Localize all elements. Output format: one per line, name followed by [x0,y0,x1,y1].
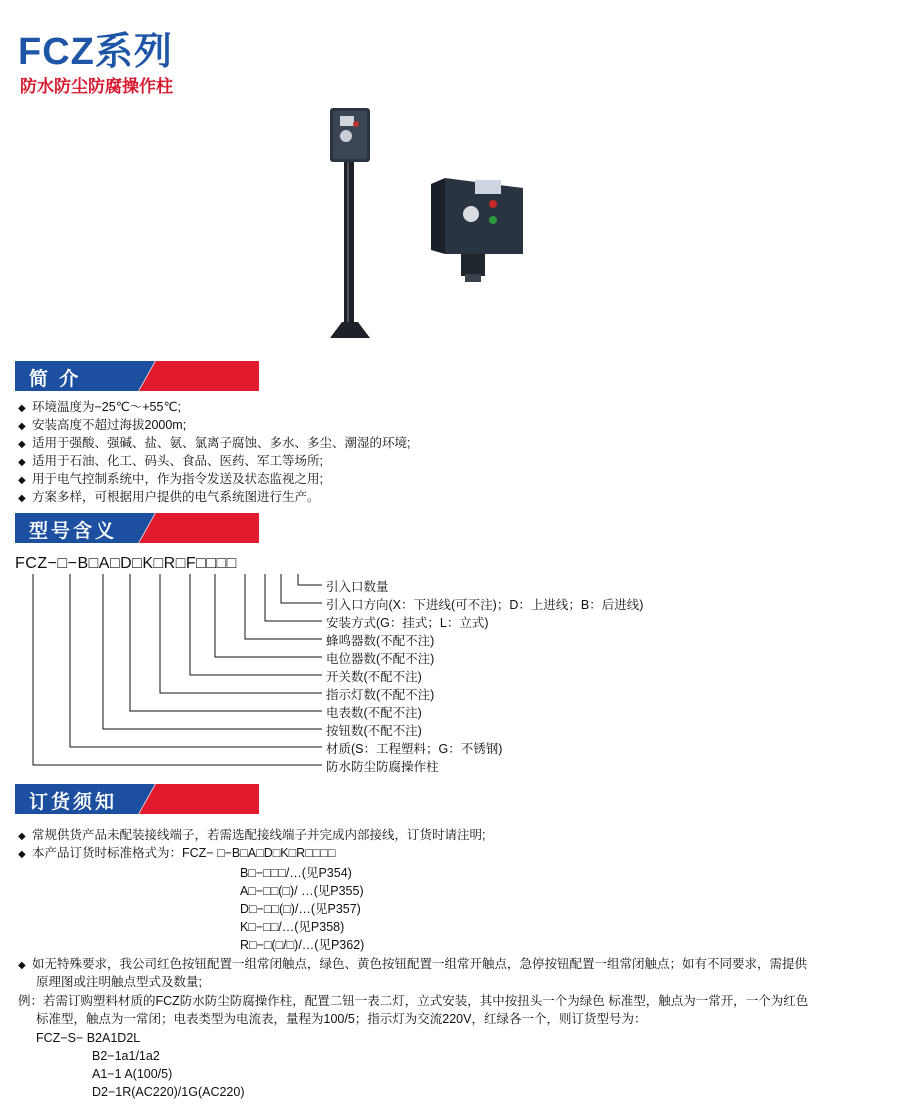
list-item-continuation: 原理图或注明触点型式及数量; [36,975,202,989]
example-text: 标准型，触点为一常闭；电表类型为电流表，量程为100/5；指示灯为交流220V，红绿各一个，则订货型号为： [36,1012,647,1026]
list-item: ◆ 如无特殊要求，我公司红色按钮配置一组常闭触点，绿色、黄色按钮配置一组常开触点，急停按钮配置一组常闭触点；如有不同要求，需提供 [18,955,807,975]
model-label: 引入口方向(X：下进线(可不注)；D：上进线；B：后进线) [326,598,644,612]
model-label: 材质(S：工程塑料；G：不锈钢) [326,742,503,756]
list-item: ◆ 适用于强酸、强碱、盐、氨、氯离子腐蚀、多水、多尘、潮湿的环境; [18,434,410,454]
page-title: FCZ系列 [18,31,173,73]
section-bar-order [15,784,259,814]
order-ref: K□−□□/…(见P358) [240,920,345,934]
diamond-bullet-icon: ◆ [18,960,26,971]
example-code: B2−1a1/1a2 [92,1049,160,1063]
model-label: 蜂鸣器数(不配不注) [326,634,435,648]
model-label: 开关数(不配不注) [326,670,422,684]
list-item: ◆ 安装高度不超过海拔2000m; [18,416,186,436]
model-code: FCZ−□−B□A□D□K□R□F□□□□ [15,555,237,572]
diamond-bullet-icon: ◆ [18,831,26,842]
example-code: FCZ−S− B2A1D2L [36,1031,141,1045]
list-item: ◆ 适用于石油、化工、码头、食品、医药、军工等场所; [18,452,323,472]
model-label: 电表数(不配不注) [326,706,422,720]
diamond-bullet-icon: ◆ [18,421,26,432]
order-ref: D□−□□(□)/…(见P357) [240,902,361,916]
order-ref: R□−□(□/□)/…(见P362) [240,938,365,952]
diamond-bullet-icon: ◆ [18,849,26,860]
example-text: 例：若需订购塑料材质的FCZ防水防尘防腐操作柱，配置二钮一表二灯，立式安装，其中按扭头一个为绿色 标准型，触点为一常开，一个为红色 [18,994,809,1008]
model-label: 指示灯数(不配不注) [326,688,435,702]
list-item: ◆ 本产品订货时标准格式为：FCZ− □−B□A□D□K□R□□□□ [18,844,335,864]
diamond-bullet-icon: ◆ [18,493,26,504]
section-title-intro: 简 介 [29,369,82,390]
model-label: 引入口数量 [326,580,389,594]
section-title-model: 型号含义 [29,521,118,542]
model-label: 电位器数(不配不注) [326,652,435,666]
diamond-bullet-icon: ◆ [18,439,26,450]
order-ref: B□−□□□/…(见P354) [240,866,352,880]
diamond-bullet-icon: ◆ [18,475,26,486]
page-subtitle: 防水防尘防腐操作柱 [20,77,173,96]
section-title-order: 订货须知 [29,792,118,813]
model-label: 按钮数(不配不注) [326,724,422,738]
list-item: ◆ 方案多样，可根据用户提供的电气系统图进行生产。 [18,488,320,508]
example-code: D2−1R(AC220)/1G(AC220) [92,1085,245,1099]
example-code: A1−1 A(100/5) [92,1067,173,1081]
model-label: 防水防尘防腐操作柱 [326,760,439,774]
list-item: ◆ 环境温度为−25℃～+55℃; [18,398,181,418]
order-ref: A□−□□(□)/ …(见P355) [240,884,364,898]
list-item: ◆ 用于电气控制系统中，作为指令发送及状态监视之用; [18,470,323,490]
model-label: 安装方式(G：挂式；L：立式) [326,616,489,630]
list-item: ◆ 常规供货产品未配装接线端子，若需选配接线端子并完成内部接线，订货时请注明; [18,826,485,846]
diamond-bullet-icon: ◆ [18,403,26,414]
diamond-bullet-icon: ◆ [18,457,26,468]
